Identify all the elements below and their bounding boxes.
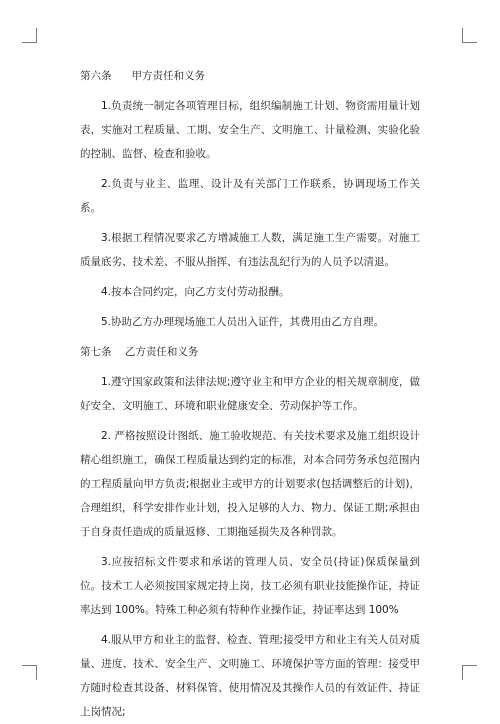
section-6-heading: 第六条 甲方责任和义务 (80, 70, 206, 82)
section-7-heading: 第七条 乙方责任和义务 (80, 346, 199, 358)
section-6-item-4: 4.按本合同约定，向乙方支付劳动报酬。 (101, 286, 290, 298)
crop-mark-bottom-left (22, 665, 37, 680)
section-6-item-3: 3.根据工程情况要求乙方增减施工人数，满足施工生产需要。对施工质量底劣、技术差、不服从指挥、有违法乱纪行为的人员予以清退。 (80, 232, 420, 268)
section-6-item-1: 1.负责统一制定各项管理目标，组织编制施工计划、物资需用量计划表，实施对工程质量、工期、安全生产、文明施工、计量检测、实验化验的控制、监督、检查和验收。 (80, 100, 420, 160)
section-7-item-2: 2. 严格按照设计图纸、施工验收规范、有关技术要求及施工组织设计精心组织施工，确保工程质量达到约定的标准，对本合同劳务承包范围内的工程质量向甲方负责;根据业主或甲方的计划要求(包括调整后的计划)，合理组织，科学安排作业计划，投入足够的人力、物力、保证工期;承担由于自身责任造成的质量返修、工期拖延损失及各种罚款。 (80, 430, 420, 538)
section-7-item-1: 1.遵守国家政策和法律法规;遵守业主和甲方企业的相关规章制度，做好安全、文明施工、环境和职业健康安全、劳动保护等工作。 (80, 376, 420, 412)
crop-mark-top-right (462, 28, 477, 43)
section-7-item-3: 3.应按招标文件要求和承诺的管理人员、安全员(持证)保质保量到位。技术工人必须按国家规定持上岗，技工必须有职业技能操作证，持证率达到 100%。特殊工种必须有特种作业操作证，持证率达到 100% (80, 556, 420, 616)
section-7-item-4: 4.服从甲方和业主的监督、检查、管理;接受甲方和业主有关人员对质量、进度、技术、安全生产、文明施工、环境保护等方面的管理：接受甲方随时检查其设备、材料保管、使用情况及其操作人员的有效证件、持证上岗情况; (80, 634, 420, 718)
document-page (80, 64, 420, 724)
crop-mark-bottom-right (462, 665, 477, 680)
section-6-item-5: 5.协助乙方办理现场施工人员出入证件，其费用由乙方自理。 (101, 316, 385, 328)
section-6-item-2: 2.负责与业主、监理、设计及有关部门工作联系，协调现场工作关系。 (80, 178, 420, 214)
crop-mark-top-left (22, 28, 37, 43)
